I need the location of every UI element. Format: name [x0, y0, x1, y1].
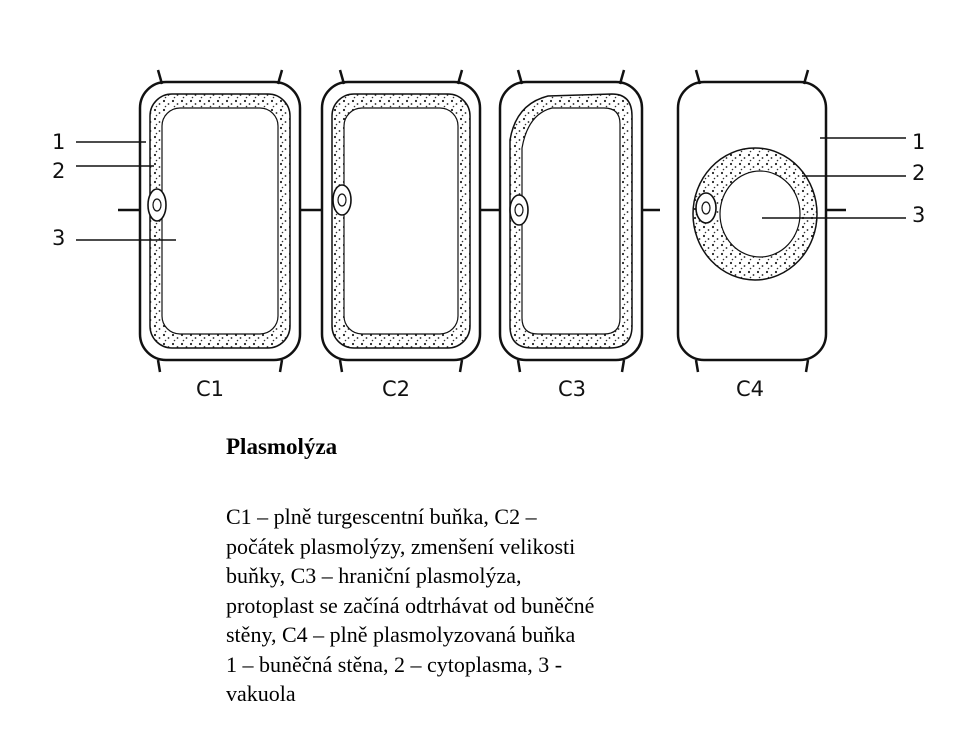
caption-line: buňky, C3 – hraniční plasmolýza,	[226, 563, 522, 588]
caption-line: 1 – buněčná stěna, 2 – cytoplasma, 3 -	[226, 651, 563, 677]
protoplast-c1	[148, 94, 290, 348]
nucleus-c1	[148, 189, 166, 221]
cell-label-c2: C2	[382, 377, 411, 401]
left-callout-3: 3	[52, 226, 66, 250]
right-callout-1: 1	[912, 130, 926, 154]
left-callout-1: 1	[52, 130, 66, 154]
caption-line: C1 – plně turgescentní buňka, C2 –	[226, 504, 537, 529]
nucleus-c4	[696, 193, 716, 223]
caption-line: vakuola	[226, 681, 296, 706]
protoplast-c2	[332, 94, 470, 348]
right-callout-2: 2	[912, 161, 926, 185]
caption-line: počátek plasmolýzy, zmenšení velikosti	[226, 533, 576, 559]
caption-title: Plasmolýza	[226, 434, 338, 459]
cell-label-c4: C4	[736, 377, 765, 401]
left-callout-2: 2	[52, 159, 66, 183]
caption-line: protoplast se začíná odtrhávat od buněčné	[226, 592, 595, 618]
cell-label-c1: C1	[196, 377, 225, 401]
caption-line: stěny, C4 – plně plasmolyzovaná buňka	[226, 622, 576, 647]
nucleus-c2	[333, 185, 351, 215]
right-callout-3: 3	[912, 203, 926, 227]
caption-body	[226, 502, 746, 709]
nucleus-c3	[510, 195, 528, 225]
protoplast-c4	[693, 148, 817, 280]
cell-label-c3: C3	[558, 377, 587, 401]
protoplast-c3	[510, 94, 632, 348]
